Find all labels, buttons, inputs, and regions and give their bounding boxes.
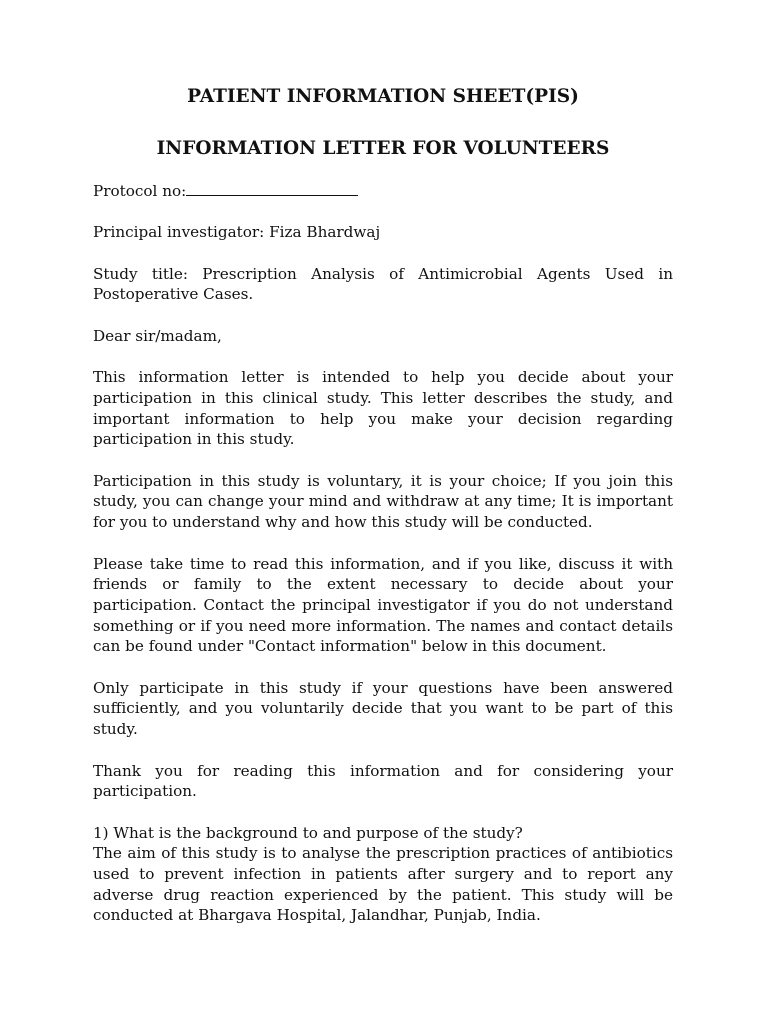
document-page	[93, 84, 673, 926]
paragraph-read-time: Please take time to read this information, and if you like, discuss it with friends or family to the extent necessary to decide about your participation. Contact the principal investigator if you do not understand something or if you need more information. The names and contact details can be found under "Contact information" below in this document.	[93, 554, 673, 656]
salutation: Dear sir/madam,	[93, 326, 222, 345]
paragraph-participate: Only participate in this study if your questions have been answered sufficiently, and you voluntarily decide that you want to be part of this study.	[93, 678, 673, 739]
protocol-label: Protocol no:	[93, 182, 187, 200]
principal-investigator: Principal investigator: Fiza Bhardwaj	[93, 223, 381, 242]
document-title: PATIENT INFORMATION SHEET(PIS)	[187, 86, 579, 107]
study-title: Study title: Prescription Analysis of Antimicrobial Agents Used in Postoperative Cases.	[93, 264, 673, 304]
section1-heading: 1) What is the background to and purpose of the study?	[93, 823, 523, 842]
paragraph-intro: This information letter is intended to help you decide about your participation in this clinical study. This letter describes the study, and important information to help you make your decision regarding participation in this study.	[93, 368, 673, 449]
document-subtitle: INFORMATION LETTER FOR VOLUNTEERS	[156, 138, 610, 159]
paragraph-thanks: Thank you for reading this information and for considering your participation.	[93, 761, 673, 801]
section1-body: The aim of this study is to analyse the prescription practices of antibiotics used to prevent infection in patients after surgery and to report any adverse drug reaction experienced by the patient. This study will be conducted at Bhargava Hospital, Jalandhar, Punjab, India.	[93, 844, 673, 925]
protocol-blank	[186, 181, 358, 196]
protocol-line	[93, 181, 673, 202]
paragraph-voluntary: Participation in this study is voluntary, it is your choice; If you join this study, you can change your mind and withdraw at any time; It is important for you to understand why and how this study will be conducted.	[93, 471, 673, 532]
